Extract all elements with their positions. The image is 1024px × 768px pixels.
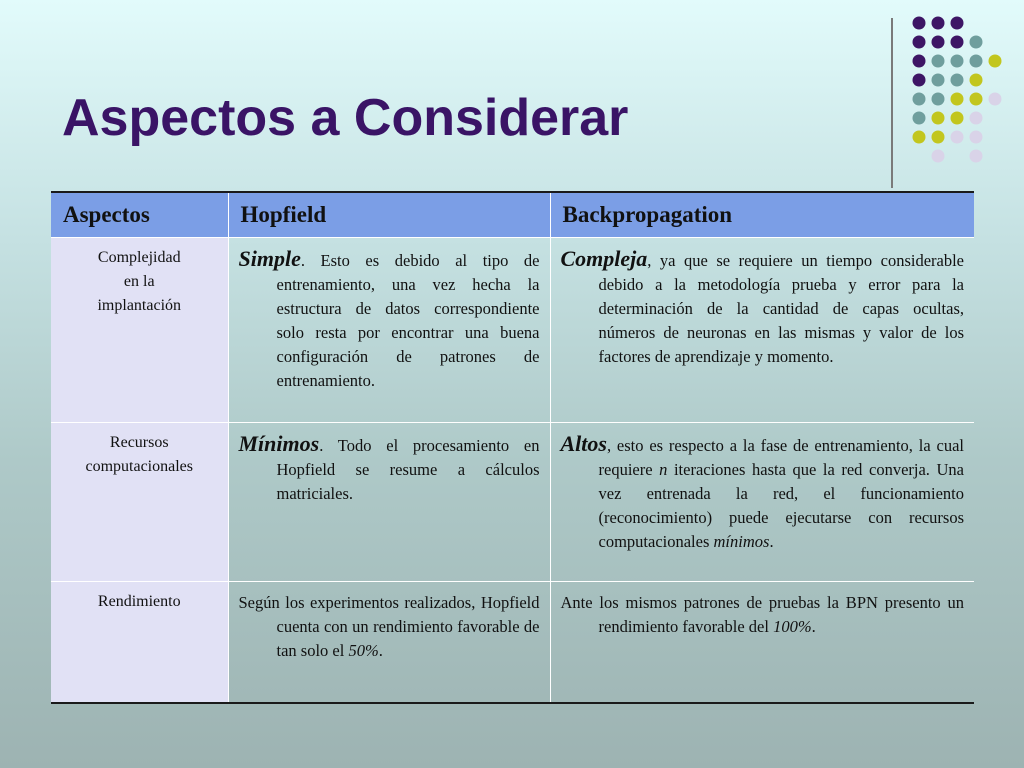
decorative-dot <box>913 17 926 30</box>
decorative-dot <box>951 55 964 68</box>
decorative-dot <box>932 17 945 30</box>
decorative-dot <box>932 112 945 125</box>
cell-lead-term: Altos <box>560 430 607 456</box>
cell-text: . <box>769 531 774 551</box>
slide-title: Aspectos a Considerar <box>62 89 629 147</box>
table-header-row <box>51 192 974 237</box>
decorative-dot <box>951 131 964 144</box>
decorative-dot <box>913 93 926 106</box>
row-label-line: en la <box>123 272 155 290</box>
cell-text: Ante los mismos patrones de pruebas la BPN presento un rendimiento favorable del <box>560 592 964 636</box>
cell-paragraph <box>239 432 540 506</box>
decorative-dot <box>913 55 926 68</box>
cell-italic-term: 50% <box>348 640 379 660</box>
decorative-dot <box>913 36 926 49</box>
decorative-dot <box>932 93 945 106</box>
cell-text: . Esto es debido al tipo de entrenamiento, una vez hecha la estructura de datos correspondiente solo resta por encontrar una buena configuración de patrones de entrenamiento. <box>276 250 540 390</box>
decorative-dot <box>951 36 964 49</box>
decorative-dot <box>913 74 926 87</box>
cell-text: , ya que se requiere un tiempo considerable debido a la metodología prueba y error para la determinación de la cantidad de capas ocultas, números de neuronas en las mismas y valor de los factores de aprendizaje y momento. <box>598 250 964 366</box>
row-label-recursos <box>51 422 228 581</box>
cell-text: . <box>811 616 816 636</box>
cell-text: . <box>378 640 383 660</box>
cell-paragraph <box>561 591 965 639</box>
row-label-line: Complejidad <box>97 248 181 266</box>
row-label-line: implantación <box>97 296 182 314</box>
cell-text: Según los experimentos realizados, Hopfield cuenta con un rendimiento favorable de tan solo el <box>238 592 540 660</box>
decorative-dot <box>932 150 945 163</box>
backprop-cell <box>550 237 974 422</box>
cell-paragraph <box>561 432 965 554</box>
decorative-dot <box>951 17 964 30</box>
decorative-dot <box>970 112 983 125</box>
decorative-dot <box>932 55 945 68</box>
table-row <box>51 581 974 703</box>
row-label-line: Rendimiento <box>97 592 181 610</box>
decorative-dot <box>970 55 983 68</box>
decorative-dot <box>970 150 983 163</box>
row-label-rendimiento <box>51 581 228 703</box>
column-header-backpropagation: Backpropagation <box>550 192 974 237</box>
decorative-dot <box>932 74 945 87</box>
table-row <box>51 237 974 422</box>
hopfield-cell <box>228 581 550 703</box>
cell-italic-term: n <box>659 459 668 479</box>
decorative-dot <box>932 131 945 144</box>
decorative-dot <box>951 93 964 106</box>
row-label-complejidad <box>51 237 228 422</box>
cell-paragraph <box>239 247 540 393</box>
decorative-dot <box>989 93 1002 106</box>
cell-lead-term: Simple <box>238 245 301 271</box>
decorative-dot <box>970 74 983 87</box>
decorative-dot <box>970 36 983 49</box>
decorative-dot <box>913 112 926 125</box>
row-label-line: Recursos <box>109 433 169 451</box>
cell-text: , esto es respecto a la fase de entrenamiento, la cual requiere <box>598 435 964 479</box>
decorative-dot <box>932 36 945 49</box>
cell-italic-term: mínimos <box>713 531 770 551</box>
comparison-table <box>51 191 974 704</box>
cell-paragraph <box>239 591 540 663</box>
cell-lead-term: Compleja <box>560 245 648 271</box>
decorative-dot <box>951 112 964 125</box>
decorative-dot <box>970 93 983 106</box>
decorative-dot <box>989 55 1002 68</box>
decorative-dot <box>970 131 983 144</box>
decorative-dot <box>913 131 926 144</box>
row-label-line: computacionales <box>85 457 193 475</box>
cell-text: . Todo el procesamiento en Hopfield se resume a cálculos matriciales. <box>276 435 540 503</box>
cell-lead-term: Mínimos <box>238 430 320 456</box>
column-header-hopfield: Hopfield <box>228 192 550 237</box>
decorative-dot <box>951 74 964 87</box>
hopfield-cell <box>228 237 550 422</box>
cell-paragraph <box>561 247 965 369</box>
hopfield-cell <box>228 422 550 581</box>
cell-italic-term: 100% <box>773 616 812 636</box>
backprop-cell <box>550 581 974 703</box>
table-row <box>51 422 974 581</box>
column-header-aspectos: Aspectos <box>51 192 228 237</box>
cell-text: iteraciones hasta que la red converja. Una vez entrenada la red, el funcionamiento (reconocimiento) puede ejecutarse con recursos computacionales <box>598 459 964 551</box>
backprop-cell <box>550 422 974 581</box>
decorative-vertical-line <box>891 18 893 188</box>
